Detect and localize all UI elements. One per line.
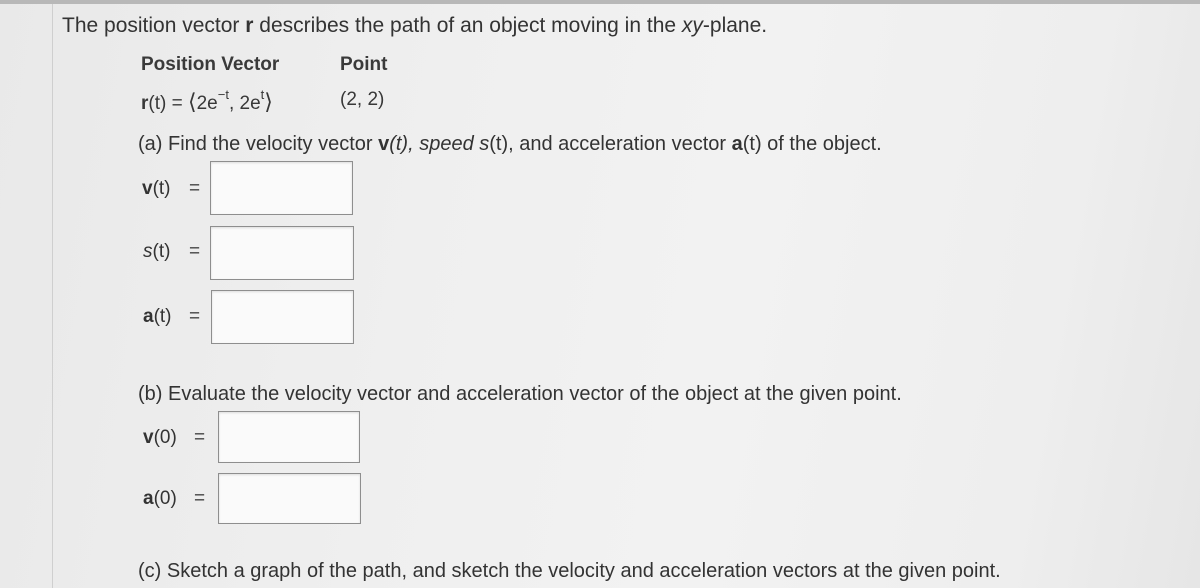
part-a-text-3: (t), and acceleration vector [489,133,732,155]
problem-intro [62,14,767,38]
label-a-t [143,306,172,328]
angle-open: ⟨ [188,89,197,114]
formula-r: r [141,93,149,114]
intro-plane-xy: xy [681,14,703,37]
part-a-text-1: (a) Find the velocity vector [138,133,379,155]
equals-s-t: = [189,241,201,262]
angle-close: ⟩ [264,89,273,114]
given-point: (2, 2) [340,89,385,110]
part-a-a: a [731,133,743,155]
intro-text-end: -plane. [702,14,768,37]
label-s-name: s [143,241,153,262]
part-b-prompt: (b) Evaluate the velocity vector and acceleration vector of the object at the given point. [138,383,902,405]
acceleration-vector-input[interactable] [211,290,354,344]
term-1-exponent: −t [217,86,229,102]
intro-text-mid: describes the path of an object moving in the [253,14,682,37]
part-a-text-2: (t), speed [389,133,480,155]
label-v-name: v [142,178,153,199]
label-v0-arg: (0) [153,427,177,448]
header-position-vector: Position Vector [141,54,280,75]
label-v0-name: v [143,427,154,448]
equals-v-0: = [194,427,206,448]
term-separator: , [228,93,240,114]
part-a-text-4: (t) of the object. [742,133,882,155]
left-divider [52,4,53,588]
term-2-exponent: t [260,86,265,102]
label-v-t [142,178,171,200]
label-a0-arg: (0) [153,488,177,509]
term-1: 2e [196,93,218,114]
part-a-prompt [138,133,882,156]
equals-v-t: = [189,178,201,199]
velocity-vector-input[interactable] [210,161,353,215]
acceleration-at-point-input[interactable] [218,473,361,524]
velocity-at-point-input[interactable] [218,411,360,463]
part-a-s: s [479,133,490,155]
position-vector-formula [141,86,273,115]
term-2: 2e [239,93,261,114]
label-a-0 [143,488,177,510]
label-v-0 [143,427,177,449]
label-s-t [143,241,170,263]
top-border [0,0,1200,4]
equals-a-t: = [189,306,201,327]
label-v-arg: (t) [152,178,171,199]
header-point: Point [340,54,388,75]
formula-arg: (t) = [148,93,188,114]
part-a-v: v [378,133,390,155]
intro-vector-r: r [245,14,254,37]
equals-a-0: = [194,488,206,509]
intro-text: The position vector [62,14,246,37]
label-a-name: a [143,306,154,327]
label-s-arg: (t) [152,241,171,262]
label-a0-name: a [143,488,154,509]
label-a-arg: (t) [153,306,172,327]
part-c-prompt: (c) Sketch a graph of the path, and sketch the velocity and acceleration vectors at the given point. [138,560,1001,582]
speed-input[interactable] [210,226,354,280]
